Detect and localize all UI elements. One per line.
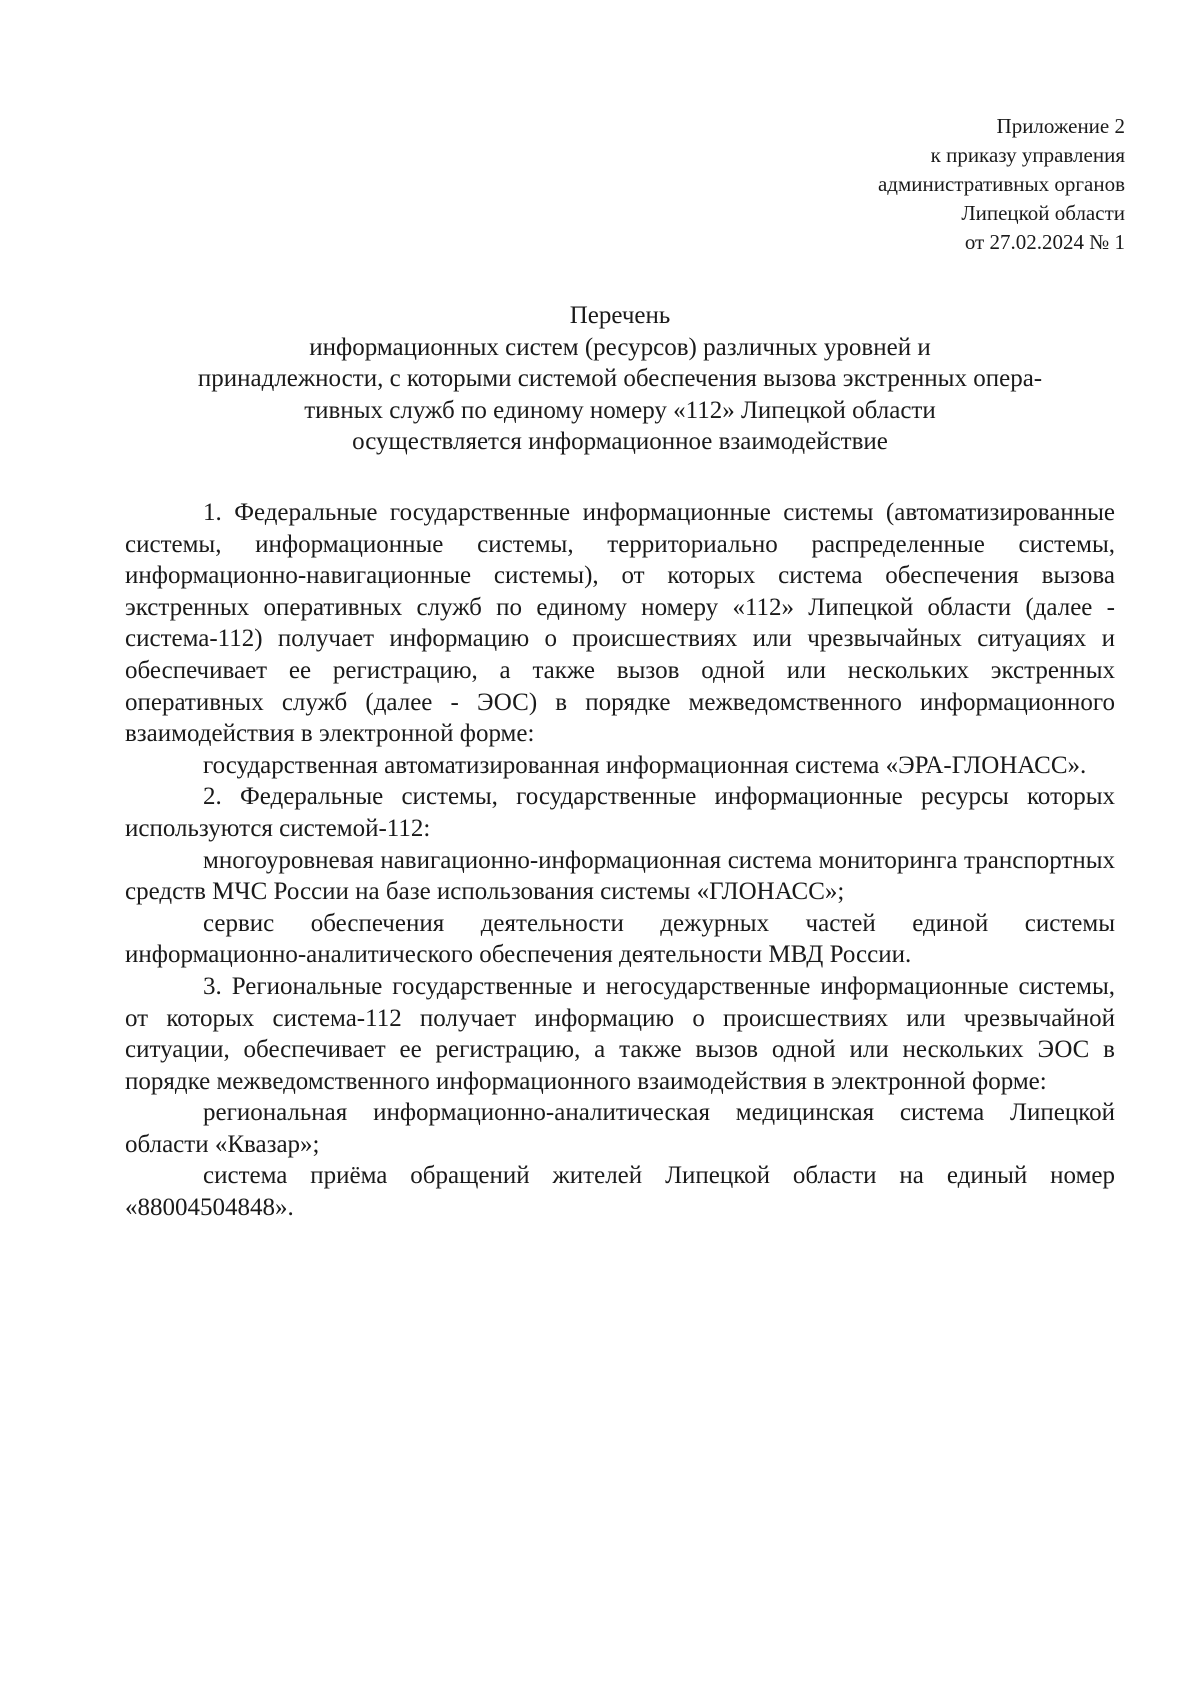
title-line-4: тивных служб по единому номеру «112» Липецкой области [304, 396, 936, 424]
appendix-order-ref: к приказу управления [930, 143, 1125, 167]
title-line-3: принадлежности, с которыми системой обеспечения вызова экстренных опера- [197, 365, 1043, 393]
title-line-1: Перечень [569, 302, 671, 329]
section-3-intro: 3. Региональные государственные и негосударственные информационные системы, от которых система-112 получает информацию о происшествиях или чрезвычайной ситуации, обеспечивает ее регистрацию, а также вызов одной или нескольких ЭОС в порядке межведомственного информационного взаимодействия в электронной форме: [125, 972, 1115, 1095]
appendix-date-number: от 27.02.2024 № 1 [964, 230, 1125, 254]
section-3-item-2: система приёма обращений жителей Липецкой области на единый номер «88004504848». [125, 1162, 1115, 1222]
appendix-region: Липецкой области [961, 201, 1125, 225]
document-title [125, 300, 1115, 458]
title-line-5: осуществляется информационное взаимодействие [352, 428, 888, 456]
document-body [125, 497, 1115, 1224]
appendix-authority: административных органов [877, 172, 1125, 196]
section-1-intro: 1. Федеральные государственные информационные системы (автоматизированные системы, информационные системы, территориально распределенные системы, информационно-навигационные системы), от которых система обеспечения вызова экстренных оперативных служб по единому номеру «112» Липецкой области (далее - система-112) получает информацию о происшествиях или чрезвычайных ситуациях и обеспечивает ее регистрацию, а также вызов одной или нескольких экстренных оперативных служб (далее - ЭОС) в порядке межведомственного информационного взаимодействия в электронной форме: [125, 499, 1115, 748]
section-3-item-1: региональная информационно-аналитическая медицинская система Липецкой области «Квазар»; [125, 1099, 1115, 1158]
section-2-item-1: многоуровневая навигационно-информационная система мониторинга транспортных средств МЧС России на базе использования системы «ГЛОНАСС»; [125, 846, 1115, 906]
appendix-number: Приложение 2 [996, 114, 1125, 138]
section-1-item-1: государственная автоматизированная информационная система «ЭРА-ГЛОНАСС». [203, 751, 1087, 779]
section-2-intro: 2. Федеральные системы, государственные информационные ресурсы которых используются системой-112: [125, 783, 1115, 842]
section-2-item-2: сервис обеспечения деятельности дежурных частей единой системы информационно-аналитического обеспечения деятельности МВД России. [125, 909, 1115, 969]
appendix-header [878, 112, 1125, 257]
title-line-2: информационных систем (ресурсов) различных уровней и [309, 333, 931, 361]
